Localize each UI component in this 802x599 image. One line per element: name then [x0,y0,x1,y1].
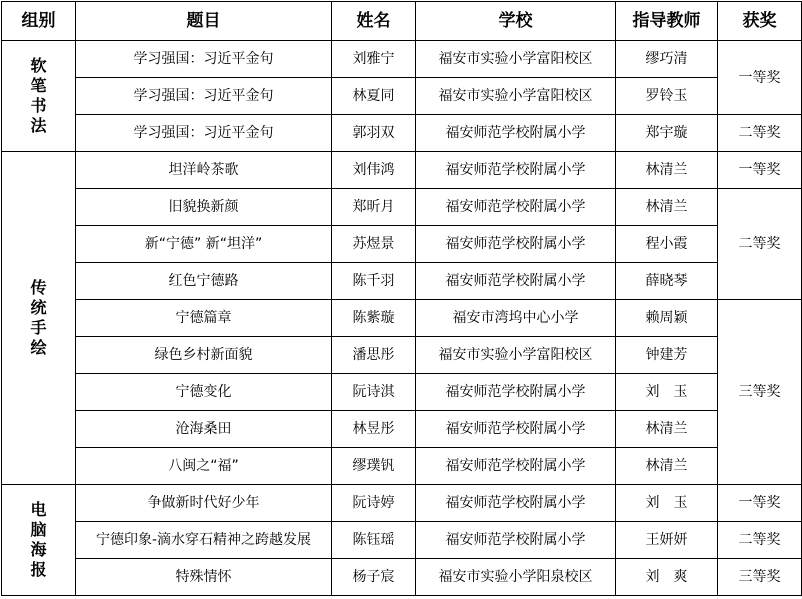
table-row [2,189,802,226]
teacher-cell: 刘 玉 [616,374,718,411]
name-cell: 杨子宸 [332,559,416,596]
title-cell: 绿色乡村新面貌 [76,337,332,374]
award-cell: 二等奖 [718,189,802,300]
teacher-cell: 缪巧清 [616,41,718,78]
title-cell: 特殊情怀 [76,559,332,596]
award-cell: 一等奖 [718,485,802,522]
header-title: 题目 [76,2,332,41]
group-label: 电脑海报 [30,500,47,579]
title-cell: 沧海桑田 [76,411,332,448]
school-cell: 福安市实验小学富阳校区 [416,337,616,374]
school-cell: 福安市实验小学富阳校区 [416,78,616,115]
header-award: 获奖 [718,2,802,41]
name-cell: 陈钰瑶 [332,522,416,559]
school-cell: 福安市湾坞中心小学 [416,300,616,337]
table-row [2,152,802,189]
teacher-cell: 林清兰 [616,152,718,189]
name-cell: 潘思彤 [332,337,416,374]
award-cell: 一等奖 [718,152,802,189]
school-cell: 福安师范学校附属小学 [416,374,616,411]
table-row [2,115,802,152]
name-cell: 郑昕月 [332,189,416,226]
award-cell: 一等奖 [718,41,802,115]
school-cell: 福安师范学校附属小学 [416,485,616,522]
award-cell: 三等奖 [718,559,802,596]
title-cell: 红色宁德路 [76,263,332,300]
title-cell: 坦洋岭茶歌 [76,152,332,189]
header-teacher: 指导教师 [616,2,718,41]
name-cell: 缪璞钒 [332,448,416,485]
title-cell: 争做新时代好少年 [76,485,332,522]
school-cell: 福安师范学校附属小学 [416,263,616,300]
table-row [2,448,802,485]
teacher-cell: 罗铃玉 [616,78,718,115]
teacher-cell: 王妍妍 [616,522,718,559]
title-cell: 学习强国：习近平金句 [76,41,332,78]
table-row [2,411,802,448]
school-cell: 福安市实验小学富阳校区 [416,41,616,78]
table-row [2,374,802,411]
name-cell: 苏煜景 [332,226,416,263]
table-row [2,485,802,522]
table-body [2,41,802,596]
school-cell: 福安师范学校附属小学 [416,411,616,448]
award-table [1,1,802,596]
table-row [2,559,802,596]
teacher-cell: 薛晓琴 [616,263,718,300]
teacher-cell: 钟建芳 [616,337,718,374]
group-cell [2,152,76,485]
header-row [2,2,802,41]
award-cell: 二等奖 [718,522,802,559]
name-cell: 阮诗淇 [332,374,416,411]
title-cell: 八闽之“福” [76,448,332,485]
title-cell: 宁德印象-滴水穿石精神之跨越发展 [76,522,332,559]
award-cell: 三等奖 [718,300,802,485]
table-row [2,263,802,300]
teacher-cell: 赖周颖 [616,300,718,337]
header-name: 姓名 [332,2,416,41]
name-cell: 阮诗婷 [332,485,416,522]
table-row [2,337,802,374]
teacher-cell: 刘 爽 [616,559,718,596]
teacher-cell: 刘 玉 [616,485,718,522]
title-cell: 宁德篇章 [76,300,332,337]
teacher-cell: 林清兰 [616,189,718,226]
title-cell: 宁德变化 [76,374,332,411]
table-row [2,226,802,263]
title-cell: 新“宁德” 新“坦洋” [76,226,332,263]
school-cell: 福安师范学校附属小学 [416,226,616,263]
table-row [2,300,802,337]
teacher-cell: 林清兰 [616,411,718,448]
table-row [2,78,802,115]
group-cell [2,485,76,596]
school-cell: 福安师范学校附属小学 [416,189,616,226]
teacher-cell: 郑宇璇 [616,115,718,152]
title-cell: 学习强国：习近平金句 [76,78,332,115]
name-cell: 郭羽双 [332,115,416,152]
header-school: 学校 [416,2,616,41]
award-cell: 二等奖 [718,115,802,152]
name-cell: 林昱彤 [332,411,416,448]
group-cell [2,41,76,152]
school-cell: 福安师范学校附属小学 [416,115,616,152]
teacher-cell: 林清兰 [616,448,718,485]
school-cell: 福安市实验小学阳泉校区 [416,559,616,596]
title-cell: 学习强国：习近平金句 [76,115,332,152]
title-cell: 旧貌换新颜 [76,189,332,226]
group-label: 传统手绘 [30,278,47,357]
name-cell: 刘雅宁 [332,41,416,78]
name-cell: 陈紫璇 [332,300,416,337]
school-cell: 福安师范学校附属小学 [416,448,616,485]
school-cell: 福安师范学校附属小学 [416,522,616,559]
header-group: 组别 [2,2,76,41]
school-cell: 福安师范学校附属小学 [416,152,616,189]
name-cell: 林夏同 [332,78,416,115]
name-cell: 陈千羽 [332,263,416,300]
table-row [2,522,802,559]
table-row [2,41,802,78]
teacher-cell: 程小霞 [616,226,718,263]
group-label: 软笔书法 [30,56,47,135]
name-cell: 刘伟鸿 [332,152,416,189]
